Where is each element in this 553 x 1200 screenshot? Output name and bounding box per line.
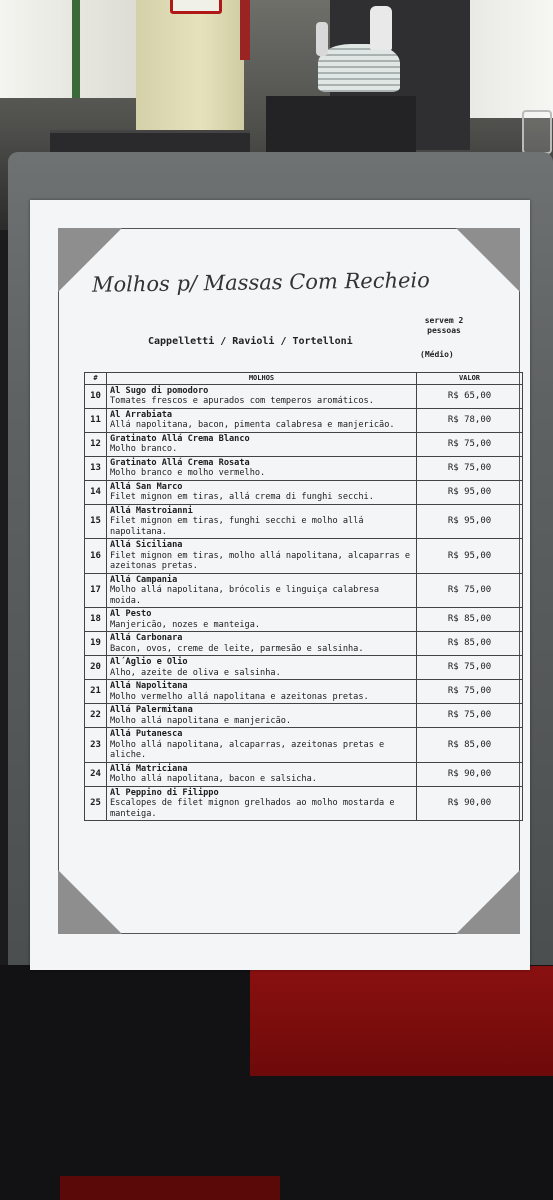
- dish-description: Bacon, ovos, creme de leite, parmesão e salsinha.: [110, 643, 364, 654]
- item-dish: [107, 408, 417, 432]
- item-price: R$ 75,00: [417, 573, 523, 608]
- table-row: [85, 680, 523, 704]
- menu-items: [85, 384, 523, 821]
- dish-description: Molho branco.: [110, 444, 178, 454]
- stacked-plates: [318, 44, 400, 92]
- bottle: [370, 6, 392, 50]
- dish-name: Al Pesto: [110, 609, 152, 619]
- menu-table: [84, 372, 523, 821]
- item-number: 23: [85, 728, 107, 763]
- item-price: R$ 75,00: [417, 432, 523, 456]
- menu-subtitle: Cappelletti / Ravioli / Tortelloni: [148, 336, 353, 347]
- item-number: 14: [85, 480, 107, 504]
- item-dish: [107, 680, 417, 704]
- table-row: [85, 656, 523, 680]
- table-row: [85, 573, 523, 608]
- item-number: 13: [85, 456, 107, 480]
- dish-description: Allá napolitana, bacon, pimenta calabresa e manjericão.: [110, 420, 395, 430]
- table-row: [85, 728, 523, 763]
- table-row: [85, 456, 523, 480]
- dish-name: Al Peppino di Filippo: [110, 787, 219, 798]
- dish-name: Allá Campania: [110, 574, 178, 585]
- item-number: 25: [85, 786, 107, 821]
- item-number: 11: [85, 408, 107, 432]
- item-price: R$ 75,00: [417, 704, 523, 728]
- table-row: [85, 632, 523, 656]
- dish-description: Molho allá napolitana, bacon e salsicha.: [110, 774, 317, 784]
- bottle: [316, 22, 328, 56]
- table-row: [85, 608, 523, 632]
- item-price: R$ 95,00: [417, 480, 523, 504]
- dish-description: Molho vermelho allá napolitana e azeitonas pretas.: [110, 691, 369, 702]
- dish-description: Manjericão, nozes e manteiga.: [110, 619, 261, 630]
- menu-title: Molhos p/ Massas Com Recheio: [91, 268, 430, 297]
- red-object: [60, 1176, 280, 1200]
- item-dish: [107, 786, 417, 821]
- table-row: [85, 432, 523, 456]
- dish-name: Gratinato Allá Crema Blanco: [110, 433, 250, 444]
- table-row: [85, 480, 523, 504]
- dish-description: Tomates frescos e apurados com temperos aromáticos.: [110, 396, 374, 406]
- item-price: R$ 90,00: [417, 762, 523, 786]
- dish-name: Allá Matriciana: [110, 763, 188, 774]
- dish-name: Al Sugo di pomodoro: [110, 385, 209, 396]
- column-header-number: #: [85, 373, 107, 385]
- item-price: R$ 90,00: [417, 786, 523, 821]
- dish-description: Filet mignon em tiras, allá crema di funghi secchi.: [110, 492, 374, 502]
- exit-sign: [170, 0, 222, 14]
- dish-description: Molho allá napolitana, brócolis e linguiça calabresa moida.: [110, 585, 380, 606]
- item-price: R$ 65,00: [417, 384, 523, 408]
- dish-name: Allá Mastroianni: [110, 505, 193, 516]
- item-price: R$ 75,00: [417, 680, 523, 704]
- glass: [522, 110, 552, 154]
- item-number: 20: [85, 656, 107, 680]
- dish-name: Allá Carbonara: [110, 633, 183, 643]
- corner-ornament: [456, 870, 520, 934]
- dish-description: Alho, azeite de oliva e salsinha.: [110, 667, 281, 678]
- red-tablecloth: [250, 966, 553, 1076]
- item-number: 10: [85, 384, 107, 408]
- dish-name: Al´Aglio e Olio: [110, 657, 188, 667]
- red-pipe: [240, 0, 250, 60]
- item-number: 22: [85, 704, 107, 728]
- dish-name: Al Arrabiata: [110, 409, 173, 420]
- item-dish: [107, 456, 417, 480]
- item-dish: [107, 573, 417, 608]
- item-price: R$ 75,00: [417, 456, 523, 480]
- table-row: [85, 384, 523, 408]
- table-row: [85, 704, 523, 728]
- item-price: R$ 75,00: [417, 656, 523, 680]
- dish-name: Allá Siciliana: [110, 540, 183, 550]
- table-row: [85, 762, 523, 786]
- item-price: R$ 95,00: [417, 539, 523, 574]
- table-row: [85, 539, 523, 574]
- size-note: (Médio): [420, 350, 454, 359]
- table-header: [85, 373, 523, 385]
- dish-description: Filet mignon em tiras, funghi secchi e molho allá napolitana.: [110, 516, 364, 537]
- item-price: R$ 85,00: [417, 608, 523, 632]
- item-dish: [107, 539, 417, 574]
- item-dish: [107, 432, 417, 456]
- column-header-price: VALOR: [417, 373, 523, 385]
- item-number: 17: [85, 573, 107, 608]
- window-right: [466, 0, 553, 118]
- item-dish: [107, 762, 417, 786]
- item-number: 15: [85, 504, 107, 539]
- table-row: [85, 786, 523, 821]
- item-dish: [107, 704, 417, 728]
- window-left: [0, 0, 140, 98]
- item-dish: [107, 632, 417, 656]
- item-dish: [107, 384, 417, 408]
- item-dish: [107, 504, 417, 539]
- item-number: 19: [85, 632, 107, 656]
- item-dish: [107, 656, 417, 680]
- dish-name: Allá Putanesca: [110, 729, 183, 739]
- dish-description: Filet mignon em tiras, molho allá napolitana, alcaparras e azeitonas pretas.: [110, 550, 411, 571]
- item-price: R$ 78,00: [417, 408, 523, 432]
- table-row: [85, 504, 523, 539]
- item-number: 21: [85, 680, 107, 704]
- dish-description: Molho branco e molho vermelho.: [110, 468, 266, 478]
- item-dish: [107, 608, 417, 632]
- dish-description: Molho allá napolitana, alcaparras, azeitonas pretas e aliche.: [110, 739, 385, 760]
- dish-description: Molho allá napolitana e manjericão.: [110, 715, 292, 726]
- dish-name: Allá Napolitana: [110, 681, 188, 691]
- item-price: R$ 95,00: [417, 504, 523, 539]
- item-price: R$ 85,00: [417, 728, 523, 763]
- dish-description: Escalopes de filet mignon grelhados ao molho mostarda e manteiga.: [110, 798, 395, 819]
- dish-name: Gratinato Allá Crema Rosata: [110, 457, 250, 468]
- item-dish: [107, 728, 417, 763]
- item-number: 24: [85, 762, 107, 786]
- item-dish: [107, 480, 417, 504]
- item-number: 16: [85, 539, 107, 574]
- item-price: R$ 85,00: [417, 632, 523, 656]
- dish-name: Allá San Marco: [110, 481, 183, 492]
- dish-name: Allá Palermitana: [110, 705, 193, 715]
- corner-ornament: [58, 870, 122, 934]
- item-number: 12: [85, 432, 107, 456]
- serving-note: servem 2 pessoas: [424, 316, 464, 335]
- table-row: [85, 408, 523, 432]
- column-header-sauce: MOLHOS: [107, 373, 417, 385]
- item-number: 18: [85, 608, 107, 632]
